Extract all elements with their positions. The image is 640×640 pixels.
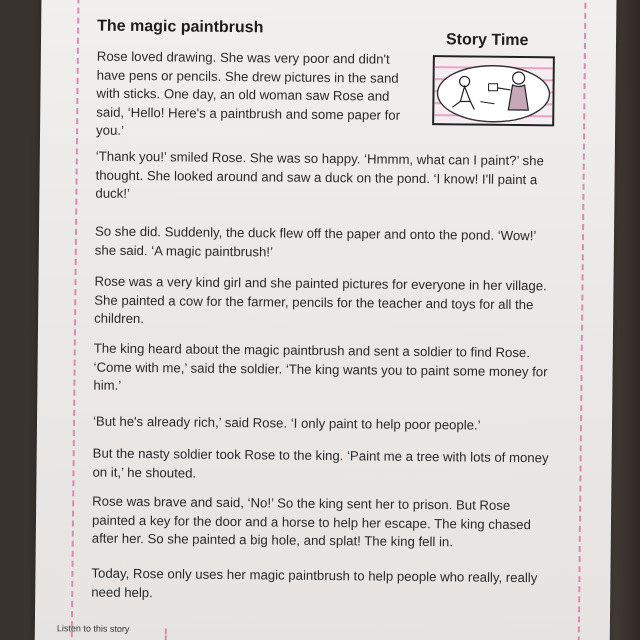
paragraph: The king heard about the magic paintbrush and sent a soldier to find Rose. ‘Come with me,’ said the soldier. ‘The king wants you to paint some money for him.’ bbox=[93, 340, 548, 393]
listen-to-story-label: Listen to this story bbox=[56, 623, 130, 634]
footer-dotted-box bbox=[165, 628, 357, 640]
paragraph: ‘Thank you!’ smiled Rose. She was so happy. ‘Hmmm, what can I paint?’ she thought. She looked around and saw a duck on the pond. ‘I know! I'll paint a duck!’ bbox=[95, 148, 544, 201]
paragraph: But the nasty soldier took Rose to the king. ‘Paint me a tree with lots of money on it,’ he shouted. bbox=[92, 445, 549, 481]
paragraph: Rose was brave and said, ‘No!’ So the king sent her to prison. But Rose painted a key for the door and a horse to help her escape. The king chased after her. So she painted a big hole, and splat! The king fell in. bbox=[91, 493, 531, 550]
story-time-label: Story Time bbox=[445, 31, 529, 50]
paragraph: Rose was a very kind girl and she painted pictures for everyone in her village. She painted a cow for the farmer, pencils for the teacher and toys for all the children. bbox=[94, 273, 547, 327]
story-illustration bbox=[432, 55, 555, 126]
illustration-drawing bbox=[434, 57, 553, 124]
paragraph: ‘But he's already rich,’ said Rose. ‘I only paint to help poor people.’ bbox=[92, 413, 481, 433]
right-dotted-border bbox=[577, 0, 586, 640]
story-sheet bbox=[34, 0, 616, 640]
paragraph: Today, Rose only uses her magic paintbrush to help people who really, really need help. bbox=[91, 565, 538, 600]
paragraph: So she did. Suddenly, the duck flew off the paper and onto the pond. ‘Wow!’ she said. ‘A magic paintbrush!’ bbox=[94, 223, 536, 259]
story-title: The magic paintbrush bbox=[97, 17, 264, 37]
left-dotted-border bbox=[70, 0, 79, 640]
paragraph: Rose loved drawing. She was very poor and didn't have pens or pencils. She drew pictures in the sand with sticks. One day, an old woman saw Rose and said, ‘Hello! Here's a paintbrush and some paper for you.’ bbox=[96, 48, 401, 138]
